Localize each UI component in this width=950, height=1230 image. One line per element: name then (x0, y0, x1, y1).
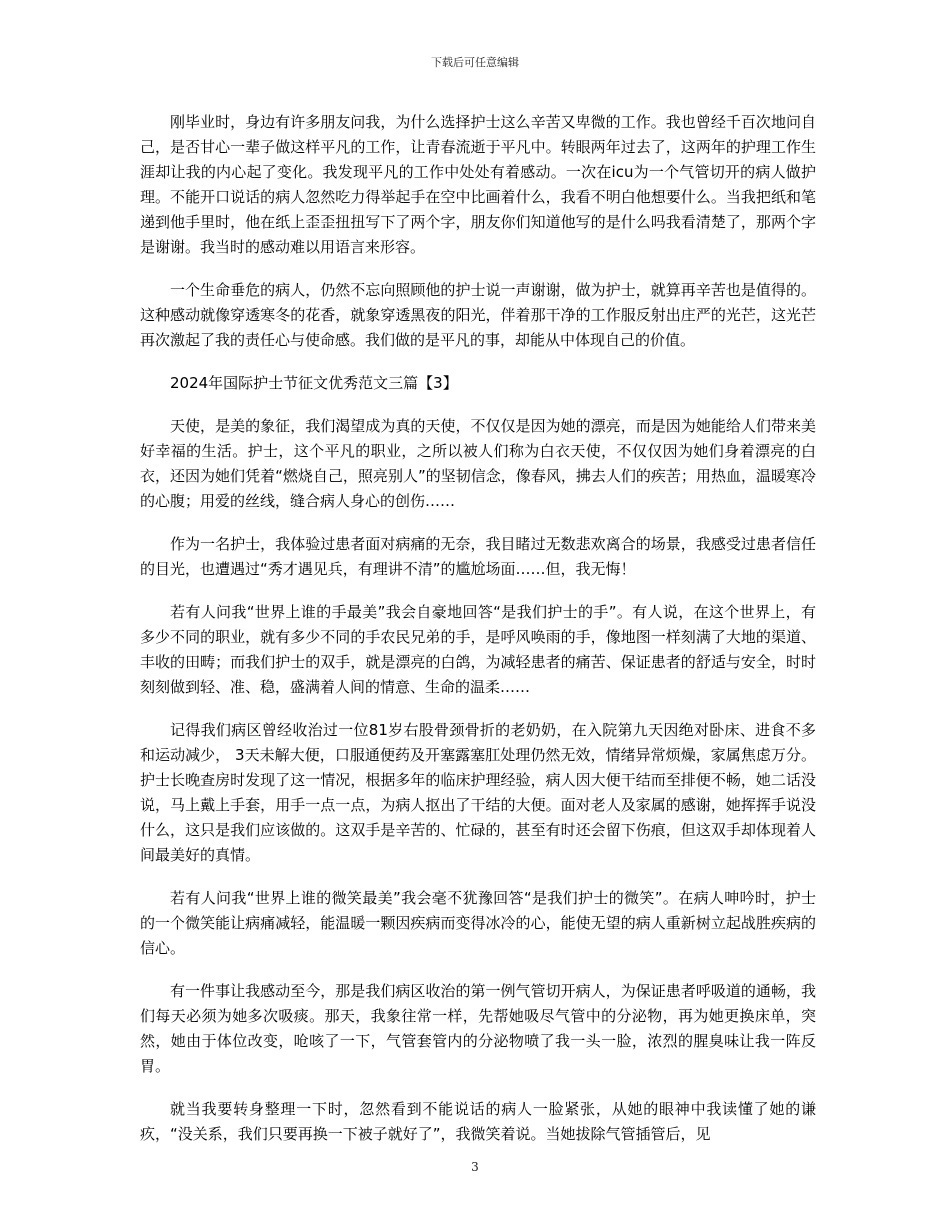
page-header: 下载后可任意编辑 (431, 56, 519, 69)
paragraph: 作为一名护士，我体验过患者面对病痛的无奈，我目睹过无数悲欢离合的场景，我感受过患者信任的目光，也遭遇过“秀才遇见兵，有理讲不清”的尴尬场面……但，我无悔！ (140, 535, 816, 578)
paragraph: 一个生命垂危的病人，仍然不忘向照顾他的护士说一声谢谢，做为护士，就算再辛苦也是值得的。这种感动就像穿透寒冬的花香，就象穿透黑夜的阳光，伴着那干净的工作服反射出庄严的光芒，这光芒再次激起了我的责任心与使命感。我们做的是平凡的事，却能从中体现自己的价值。 (140, 281, 816, 349)
page-number: 3 (471, 1160, 479, 1174)
section-heading: 2024年国际护士节征文优秀范文三篇【3】 (170, 374, 458, 392)
paragraph: 刚毕业时，身边有许多朋友问我，为什么选择护士这么辛苦又卑微的工作。我也曾经千百次地问自己，是否甘心一辈子做这样平凡的工作，让青春流逝于平凡中。转眼两年过去了，这两年的护理工作生涯却让我的内心起了变化。我发现平凡的工作中处处有着感动。一次在icu为一个气管切开的病人做护理。不能开口说话的病人忽然吃力得举起手在空中比画着什么，我看不明白他想要什么。当我把纸和笔递到他手里时，他在纸上歪歪扭扭写下了两个字，朋友你们知道他写的是什么吗我看清楚了，那两个字是谢谢。我当时的感动难以用语言来形容。 (140, 113, 816, 256)
paragraph: 就当我要转身整理一下时，忽然看到不能说话的病人一脸紧张，从她的眼神中我读懂了她的谦疚，“没关系，我们只要再换一下被子就好了”，我微笑着说。当她拔除气管插管后，见 (140, 1100, 816, 1143)
document-body (140, 110, 816, 1165)
paragraph: 天使，是美的象征，我们渴望成为真的天使，不仅仅是因为她的漂亮，而是因为她能给人们带来美好幸福的生活。护士，这个平凡的职业，之所以被人们称为白衣天使，不仅仅因为她们身着漂亮的白衣，还因为她们凭着“燃烧自己，照亮别人”的坚韧信念，像春风，拂去人们的疾苦；用热血，温暖寒冷的心腹；用爱的丝线，缝合病人身心的创伤…… (140, 417, 816, 510)
paragraph: 有一件事让我感动至今，那是我们病区收治的第一例气管切开病人，为保证患者呼吸道的通畅，我们每天必须为她多次吸痰。那天，我象往常一样，先帮她吸尽气管中的分泌物，再为她更换床单，突然，她由于体位改变，呛咳了一下，气管套管内的分泌物喷了我一头一脸，浓烈的腥臭味让我一阵反胃。 (140, 982, 816, 1075)
paragraph: 若有人问我“世界上谁的微笑最美”我会毫不犹豫回答“是我们护士的微笑”。在病人呻吟时，护士的一个微笑能让病痛减轻，能温暖一颗因疾病而变得冰冷的心，能使无望的病人重新树立起战胜疾病的信心。 (140, 889, 816, 957)
paragraph: 记得我们病区曾经收治过一位81岁右股骨颈骨折的老奶奶，在入院第九天因绝对卧床、进食不多和运动减少， 3天未解大便，口服通便药及开塞露塞肛处理仍然无效，情绪异常烦燥，家属焦虑万分。护士长晚查房时发现了这一情况，根据多年的临床护理经验，病人因大便干结而至排便不畅，她二话没说，马上戴上手套，用手一点一点，为病人抠出了干结的大便。面对老人及家属的感谢，她挥挥手说没什么，这只是我们应该做的。这双手是辛苦的、忙碌的，甚至有时还会留下伤痕，但这双手却体现着人间最美好的真情。 (140, 721, 816, 864)
paragraph: 若有人问我“世界上谁的手最美”我会自豪地回答“是我们护士的手”。有人说，在这个世界上，有多少不同的职业，就有多少不同的手农民兄弟的手，是呼风唤雨的手，像地图一样刻满了大地的渠道、丰收的田畴；而我们护士的双手，就是漂亮的白鸽，为减轻患者的痛苦、保证患者的舒适与安全，时时刻刻做到轻、准、稳，盛满着人间的情意、生命的温柔…… (140, 603, 816, 696)
